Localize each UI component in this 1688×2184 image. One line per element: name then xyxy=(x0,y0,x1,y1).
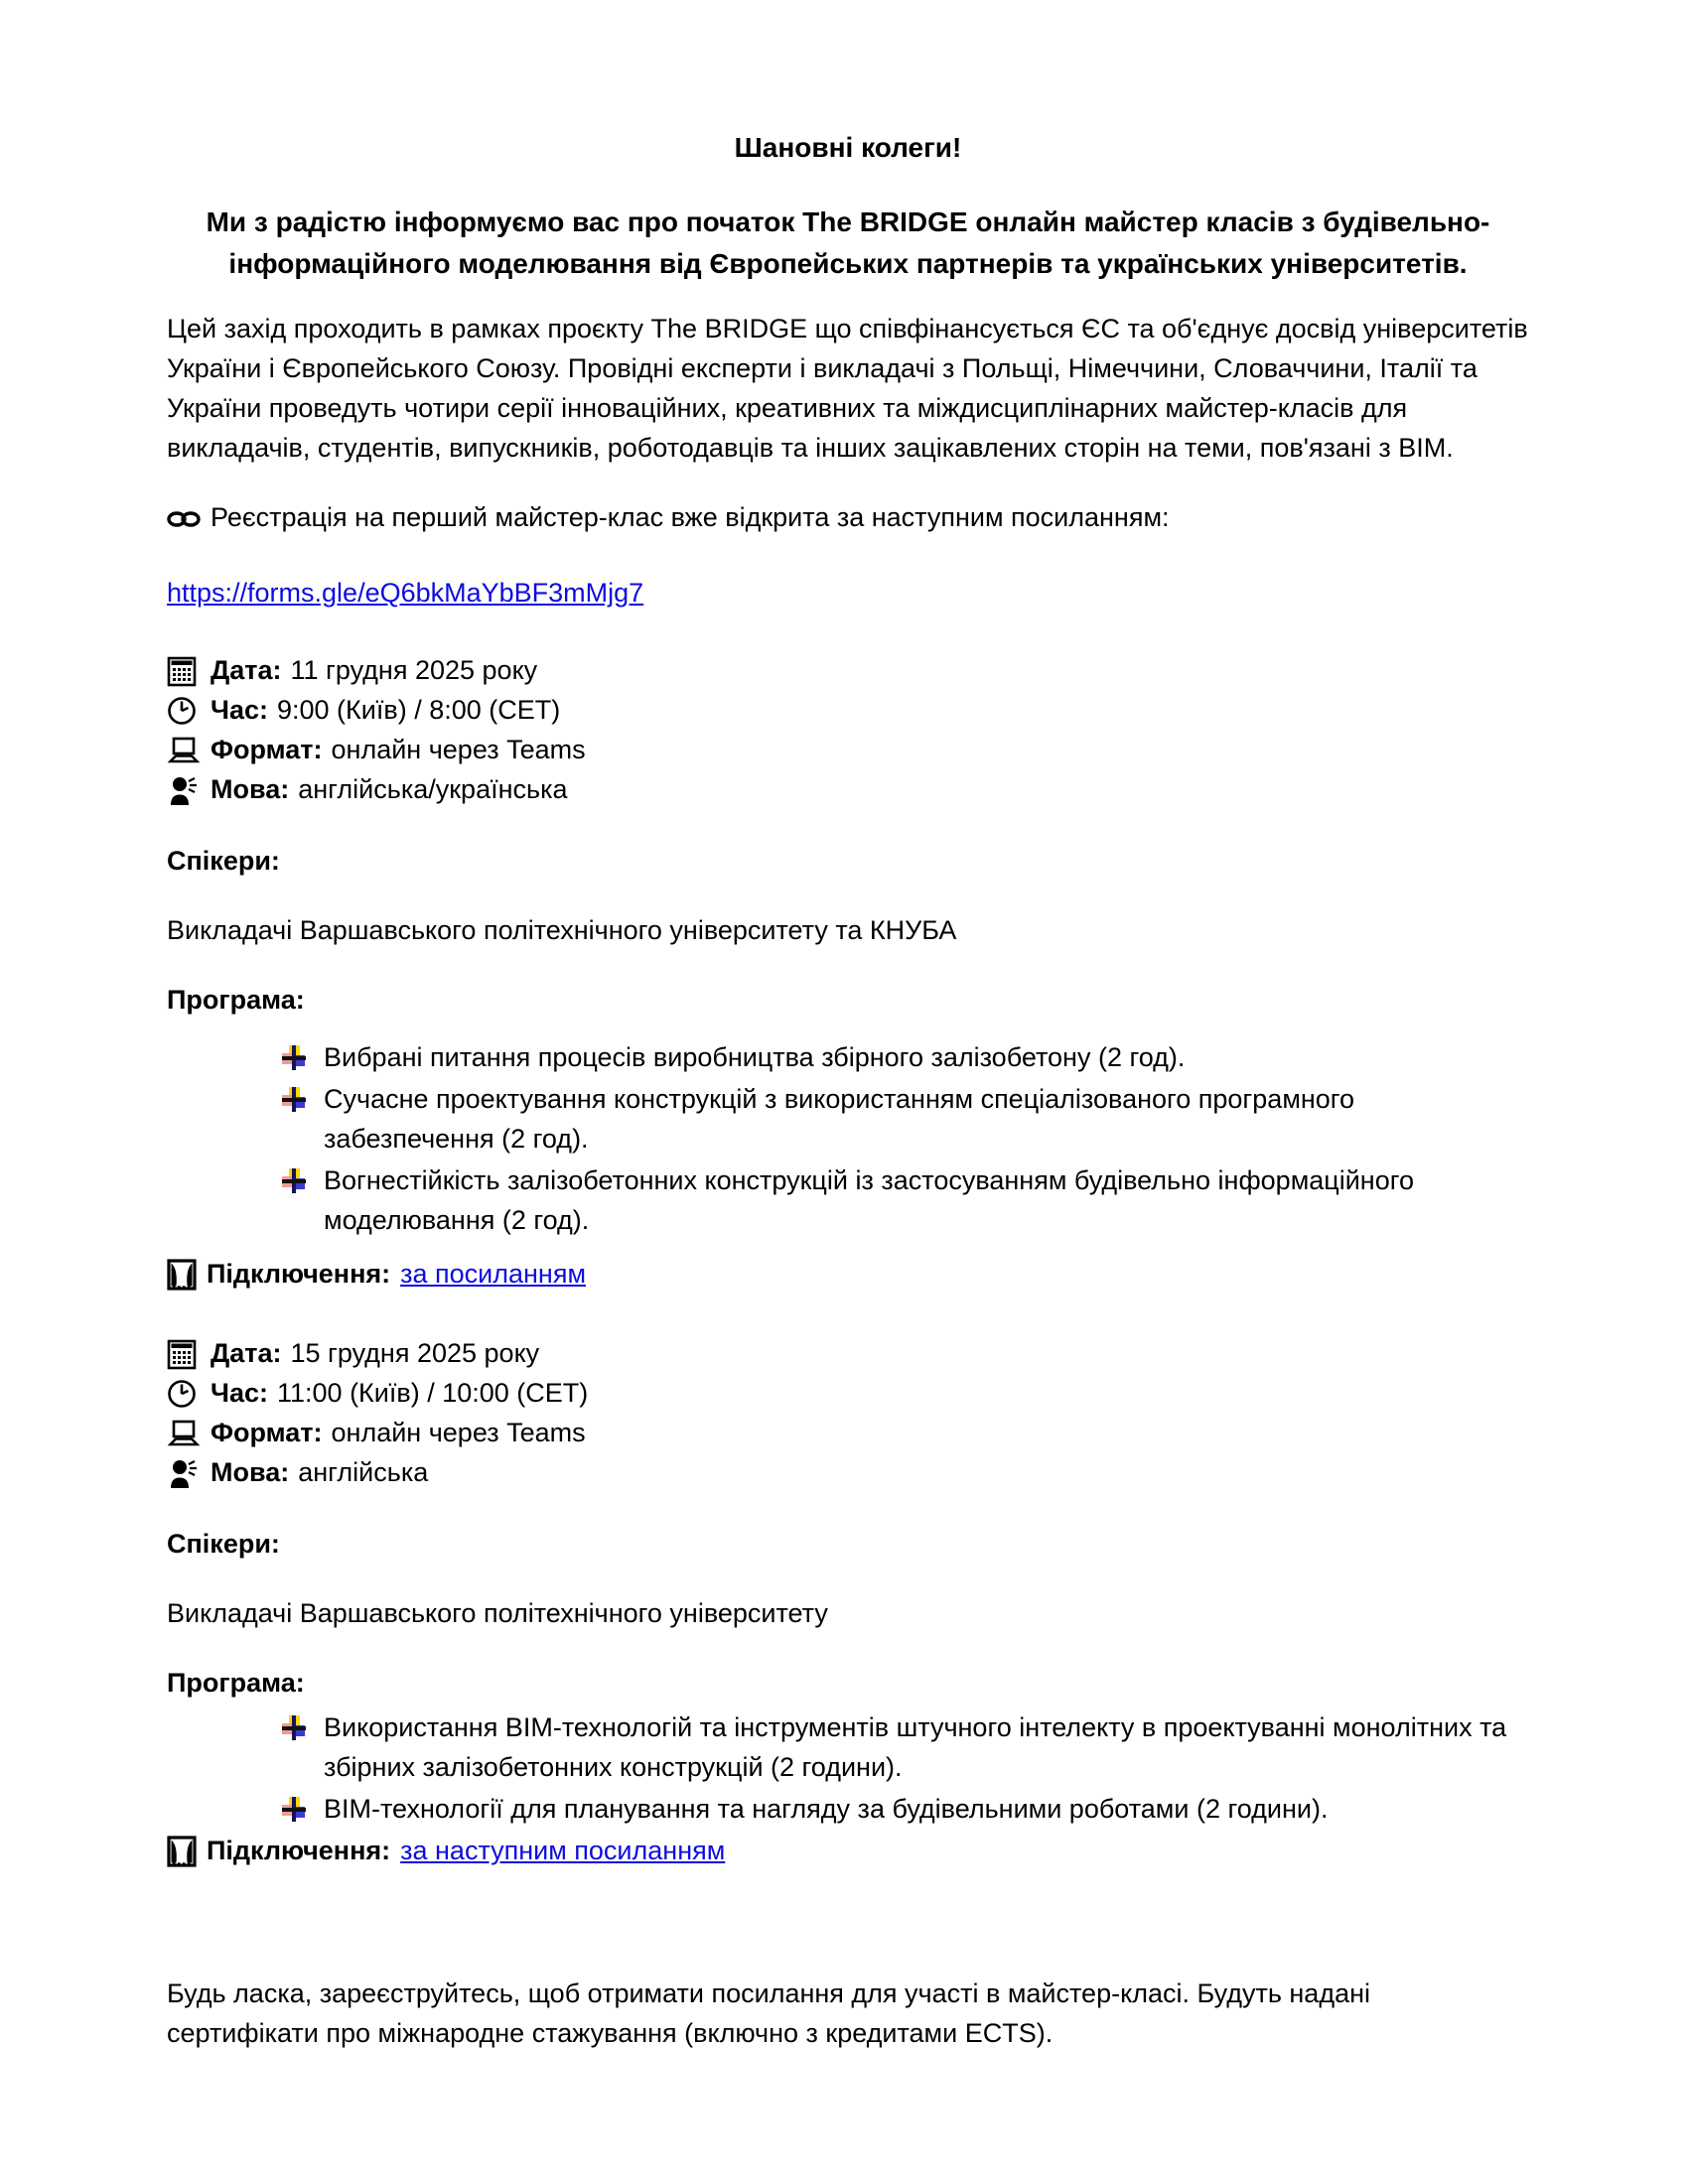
speakers-heading-2: Спікери: xyxy=(167,1528,280,1559)
speakers-heading-1: Спікери: xyxy=(167,846,280,877)
calendar-icon xyxy=(167,655,203,687)
time-value-2: 11:00 (Київ) / 10:00 (CET) xyxy=(277,1377,589,1408)
laptop-icon xyxy=(167,1420,203,1447)
language-line xyxy=(167,770,1529,810)
colored-arrow-bullet-icon xyxy=(282,1045,306,1072)
format-value: онлайн через Teams xyxy=(331,735,586,765)
format-line xyxy=(167,731,1529,770)
program-item xyxy=(282,1080,1529,1160)
program-list-1 xyxy=(167,1038,1529,1241)
calendar-icon xyxy=(167,1338,203,1370)
language-line-2 xyxy=(167,1453,1529,1493)
program-item xyxy=(282,1038,1529,1078)
connection-line-2 xyxy=(167,1832,1529,1871)
language-value-2: англійська xyxy=(298,1456,429,1487)
time-label: Час: xyxy=(211,695,268,726)
time-label-2: Час: xyxy=(211,1377,268,1408)
language-label-2: Мова: xyxy=(211,1456,290,1487)
format-value-2: онлайн через Teams xyxy=(331,1417,586,1447)
program-item-text: Використання BIM-технологій та інструментів штучного інтелекту в проектуванні монолітних та збірних залізобетонних конструкцій (2 години). xyxy=(324,1712,1507,1783)
connection-link-2[interactable]: за наступним посиланням xyxy=(400,1836,726,1866)
date-label: Дата: xyxy=(211,655,282,686)
connection-line-1 xyxy=(167,1255,1529,1295)
program-heading-2: Програма: xyxy=(167,1667,305,1698)
program-item-text: Вибрані питання процесів виробництва збірного залізобетону (2 год). xyxy=(324,1041,1186,1072)
date-value-2: 15 грудня 2025 року xyxy=(290,1337,540,1368)
connection-label-1: Підключення: xyxy=(207,1258,391,1289)
screen-curtains-icon xyxy=(167,1259,197,1291)
clock-icon xyxy=(167,696,203,726)
language-label: Мова: xyxy=(211,774,290,805)
greeting-heading: Шановні колеги! xyxy=(734,132,962,163)
colored-arrow-bullet-icon xyxy=(282,1087,306,1114)
colored-arrow-bullet-icon xyxy=(282,1715,306,1742)
program-list-2 xyxy=(167,1708,1529,1830)
speaking-head-icon xyxy=(167,774,203,806)
laptop-icon xyxy=(167,737,203,764)
program-item-text: Вогнестійкість залізобетонних конструкцій із застосуванням будівельно інформаційного моделювання (2 год). xyxy=(324,1164,1415,1235)
time-line xyxy=(167,691,1529,731)
footer-paragraph: Будь ласка, зареєструйтесь, щоб отримати посилання для участі в майстер-класі. Будуть надані сертифікати про міжнародне стажування (включно з кредитами ECTS). xyxy=(167,1979,1370,2049)
speakers-text-1: Викладачі Варшавського політехнічного університету та КНУБА xyxy=(167,914,957,945)
format-label-2: Формат: xyxy=(211,1417,323,1447)
format-line-2 xyxy=(167,1414,1529,1453)
program-item-text: Сучасне проектування конструкцій з використанням спеціалізованого програмного забезпечення (2 год). xyxy=(324,1083,1355,1154)
date-value: 11 грудня 2025 року xyxy=(290,655,538,686)
date-label-2: Дата: xyxy=(211,1337,282,1368)
connection-link-1[interactable]: за посиланням xyxy=(400,1258,587,1289)
colored-arrow-bullet-icon xyxy=(282,1797,306,1824)
format-label: Формат: xyxy=(211,735,323,765)
intro-paragraph: Цей захід проходить в рамках проєкту The BRIDGE що співфінансується ЄС та об'єднує досвід університетів України і Європейського Союзу. Провідні експерти і викладачі з Польщі, Німеччини, Словаччини, Італії та України проведуть чотири серії інноваційних, креативних та міждисциплінарних майстер-класів для викладачів, студентів, випускників, роботодавців та інших зацікавлених сторін на теми, пов'язані з BIM. xyxy=(167,314,1528,464)
date-line-2 xyxy=(167,1334,1529,1374)
date-line xyxy=(167,651,1529,691)
time-line-2 xyxy=(167,1374,1529,1414)
link-icon xyxy=(167,510,201,528)
registration-line xyxy=(167,498,1529,538)
time-value: 9:00 (Київ) / 8:00 (CET) xyxy=(277,695,561,726)
registration-url-paragraph xyxy=(167,574,1529,614)
speaking-head-icon xyxy=(167,1457,203,1489)
registration-text: Реєстрація на перший майстер-клас вже відкрита за наступним посиланням: xyxy=(211,502,1170,533)
program-item xyxy=(282,1790,1529,1830)
language-value: англійська/українська xyxy=(298,774,568,805)
colored-arrow-bullet-icon xyxy=(282,1168,306,1195)
program-item xyxy=(282,1708,1529,1788)
program-item xyxy=(282,1161,1529,1241)
session1-details xyxy=(167,651,1529,810)
screen-curtains-icon xyxy=(167,1836,197,1867)
intro-bold-paragraph: Ми з радістю інформуємо вас про початок The BRIDGE онлайн майстер класів з будівельно-інформаційного моделювання від Європейських партнерів та українських університетів. xyxy=(206,206,1490,279)
speakers-text-2: Викладачі Варшавського політехнічного університету xyxy=(167,1597,828,1628)
session2-details xyxy=(167,1334,1529,1493)
connection-label-2: Підключення: xyxy=(207,1836,391,1866)
clock-icon xyxy=(167,1379,203,1409)
program-item-text: BIM-технології для планування та нагляду за будівельними роботами (2 години). xyxy=(324,1794,1329,1825)
registration-url-link[interactable]: https://forms.gle/eQ6bkMaYbBF3mMjg7 xyxy=(167,578,644,609)
program-heading-1: Програма: xyxy=(167,984,305,1015)
